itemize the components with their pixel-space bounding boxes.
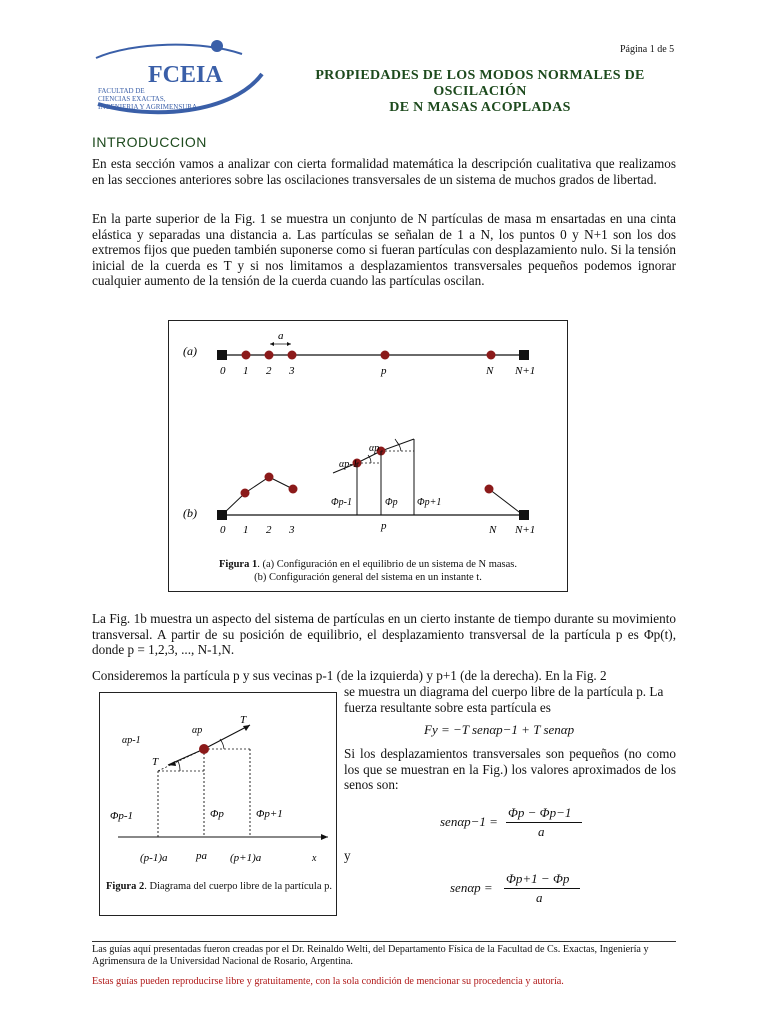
- section-heading: INTRODUCCION: [92, 134, 207, 150]
- equation-sen-p-1-bar: [506, 822, 582, 823]
- fig1b-alpha-p-1: αp-1: [339, 459, 358, 470]
- fig2-tension-right: T: [240, 714, 247, 726]
- page-number: Página 1 de 5: [620, 44, 675, 55]
- fig2-x-label-p-1: (p-1)a: [140, 852, 168, 864]
- fig2-phi-p1: Φp+1: [256, 808, 283, 820]
- equation-sen-p-1-lhs: senαp−1 =: [440, 814, 498, 829]
- footer-license: Estas guías pueden reproducirse libre y gratuitamente, con la sola condición de mencionar su procedencia y autoría.: [92, 976, 564, 987]
- fceia-logo: [92, 38, 264, 118]
- fig1a-label-3: 3: [289, 365, 295, 377]
- title-line-2: OSCILACIÓN: [433, 84, 527, 99]
- fig1a-label-p: p: [381, 365, 387, 377]
- fig1-label-a: (a): [183, 344, 197, 358]
- fig2-alpha-p-1: αp-1: [122, 735, 141, 746]
- paragraph-2: En la parte superior de la Fig. 1 se muestra un conjunto de N partículas de masa m ensartadas en una cinta elástica y separadas una distancia a. Las partículas se señalan de 1 a N, los puntos 0 y N+1 son los dos extremos fijos que pueden también suponerse como si fueran partículas con desplazamiento nulo. Si la tensión inicial de la cuerda es T y si nos limitamos a desplazamientos transversales pequeños podemos ignorar cualquier aumento de la tensión de la cuerda cuando las partículas oscilan.: [92, 211, 676, 289]
- fig2-caption-rest: . Diagrama del cuerpo libre de la partícula p.: [144, 881, 332, 892]
- logo-sub-1: FACULTAD DE: [98, 87, 145, 95]
- fig1b-mass-N: [485, 485, 494, 494]
- fig1-label-b: (b): [183, 506, 197, 520]
- fig1b-label-p: p: [381, 520, 387, 532]
- fig1a-mass-3: [288, 351, 297, 360]
- equation-fy: Fy = −T senαp−1 + T senαp: [424, 722, 575, 737]
- footer-credit: Las guías aquí presentadas fueron creadas por el Dr. Reinaldo Welti, del Departamento Física de la Facultad de Cs. Exactas, Ingeniería y Agrimensura de la Universidad Nacional de Rosario, Argentina.: [92, 944, 649, 968]
- fig2-phi-p-1: Φp-1: [110, 810, 134, 822]
- footer-rule: [92, 941, 676, 942]
- fig2-x-axis-label: x: [312, 853, 317, 864]
- fig1-spacing-label: a: [278, 330, 284, 342]
- fig1b-label-N: N: [489, 524, 497, 536]
- fig1b-label-0: 0: [220, 524, 226, 536]
- fig1a-mass-p: [381, 351, 390, 360]
- fig1a-fixed-end-right: [519, 350, 529, 360]
- figure-1-diagram: [169, 321, 569, 593]
- title-line-3: DE N MASAS ACOPLADAS: [389, 100, 571, 115]
- logo-sub-3: INGENIERIA Y AGRIMENSURA: [98, 103, 198, 111]
- paragraph-4a: Consideremos la partícula p y sus vecinas p-1 (de la izquierda) y p+1 (de la derecha). En la Fig. 2: [92, 668, 607, 683]
- equation-sen-p-bar: [504, 888, 580, 889]
- fig1a-mass-2: [265, 351, 274, 360]
- fig1b-mass-3: [289, 485, 298, 494]
- fig1a-label-0: 0: [220, 365, 226, 377]
- fig1b-fixed-end-right: [519, 510, 529, 520]
- fig1a-label-2: 2: [266, 365, 272, 377]
- paragraph-4b: se muestra un diagrama del cuerpo libre de la partícula p. La fuerza resultante sobre esta partícula es: [344, 684, 664, 715]
- equation-sen-p-lhs: senαp =: [450, 880, 493, 895]
- paragraph-1: En esta sección vamos a analizar con cierta formalidad matemática la descripción cualitativa que realizamos en las secciones anteriores sobre las oscilaciones transversales de un sistema de muchos grados de libertad.: [92, 156, 676, 187]
- fig1b-phi-p1: Φp+1: [417, 497, 442, 508]
- fig1b-mass-2: [265, 473, 274, 482]
- fig1b-label-2: 2: [266, 524, 272, 536]
- logo-wordmark: FCEIA: [148, 62, 223, 88]
- equation-sen-p-num: Φp+1 − Φp: [506, 871, 570, 886]
- document-title: [260, 68, 700, 116]
- fig1-caption-bold: Figura 1: [218, 559, 258, 570]
- fig2-alpha-p: αp: [192, 725, 203, 736]
- fig1-caption-line1: . (a) Configuración en el equilibrio de un sistema de N masas.: [257, 559, 518, 570]
- fig1b-phi-p-1: Φp-1: [331, 497, 352, 508]
- equation-sen-p-1-den: a: [538, 824, 545, 839]
- fig1a-label-1: 1: [243, 365, 249, 377]
- fig1b-alpha-p: αp: [369, 443, 380, 454]
- fig2-mass-p: [199, 744, 209, 754]
- fig1b-label-N1: N+1: [515, 524, 536, 536]
- figure-2-caption: [104, 880, 334, 893]
- fig1-caption-line2: (b) Configuración general del sistema en un instante t.: [254, 572, 482, 583]
- fig1a-fixed-end-left: [217, 350, 227, 360]
- fig2-tension-left: T: [152, 756, 159, 768]
- fig2-caption-bold: Figura 2: [106, 881, 145, 892]
- title-line-1: PROPIEDADES DE LOS MODOS NORMALES DE: [315, 68, 645, 83]
- equation-sen-p-1-num: Φp − Φp−1: [508, 805, 572, 820]
- fig1b-phi-p: Φp: [385, 497, 398, 508]
- word-y: y: [344, 848, 351, 863]
- paragraph-5: Si los desplazamientos transversales son pequeños (no como los que se muestran en la Fig.) los valores aproximados de los senos son:: [344, 746, 676, 793]
- fig1a-mass-N: [487, 351, 496, 360]
- fig1b-mass-1: [241, 489, 250, 498]
- figure-1-caption: [168, 558, 568, 584]
- figure-1: [168, 320, 568, 592]
- fig1a-label-N: N: [486, 365, 494, 377]
- equation-sen-p-den: a: [536, 890, 543, 905]
- paragraph-3: La Fig. 1b muestra un aspecto del sistema de partículas en un cierto instante de tiempo durante su movimiento transversal. A partir de su posición de equilibrio, el desplazamiento transversal de la partícula p es Φp(t), donde p = 1,2,3, ..., N-1,N.: [92, 611, 676, 658]
- fig1b-label-3: 3: [289, 524, 295, 536]
- fig1a-mass-1: [242, 351, 251, 360]
- logo-sub-2: CIENCIAS EXACTAS,: [98, 95, 166, 103]
- fig2-x-label-p: pa: [196, 850, 207, 862]
- fig1a-label-N1: N+1: [515, 365, 536, 377]
- fig1b-label-1: 1: [243, 524, 249, 536]
- fig2-x-label-p1: (p+1)a: [230, 852, 262, 864]
- fig2-phi-p: Φp: [210, 808, 224, 820]
